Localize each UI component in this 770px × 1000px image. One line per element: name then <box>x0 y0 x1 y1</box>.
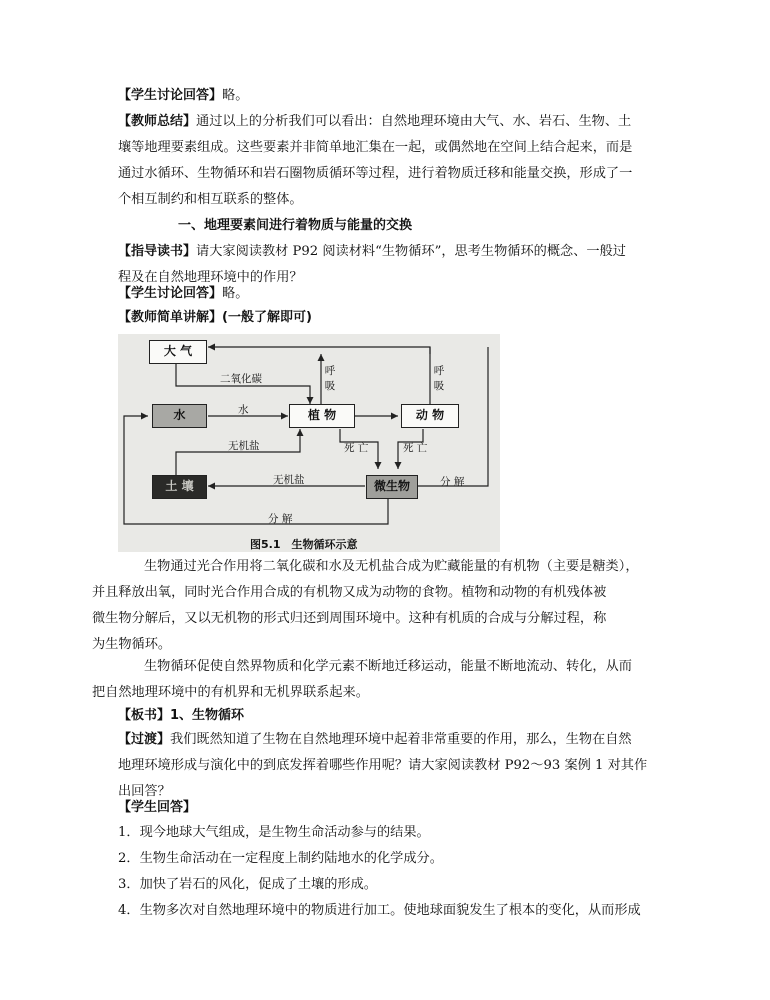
line: 生物循环促使自然界物质和化学元素不断地迁移运动，能量不断地流动、转化，从而 <box>144 659 632 674</box>
label-death-2: 死 亡 <box>403 442 428 454</box>
tag: 【板书】 <box>118 708 171 723</box>
tag: 【指导读书】 <box>118 244 197 259</box>
tag: 【学生讨论回答】 <box>118 286 223 301</box>
list-item: 2．生物生命活动在一定程度上制约陆地水的化学成分。 <box>118 851 443 866</box>
node-soil: 土 壤 <box>152 475 207 499</box>
label-death-1: 死 亡 <box>344 442 369 454</box>
discussion-answer-1 <box>118 83 658 109</box>
section-heading: 一、地理要素间进行着物质与能量的交换 <box>178 218 413 233</box>
line: 地理环境形成与演化中的到底发挥着哪些作用呢？请大家阅读教材 P92～93 案例 1 对其作 <box>118 758 648 773</box>
line: 通过以上的分析我们可以看出：自然地理环境由大气、水、岩石、生物、土 <box>196 114 632 129</box>
discussion-answer-2 <box>118 281 658 307</box>
line: 为生物循环。 <box>92 637 172 652</box>
line: 通过水循环、生物循环和岩石圈物质循环等过程，进行着物质迁移和能量交换，形成了一 <box>118 166 633 181</box>
node-atmosphere: 大 气 <box>149 340 207 364</box>
line: 微生物分解后，又以无机物的形式归还到周围环境中。这种有机质的合成与分解过程，称 <box>92 611 607 626</box>
label-decompose-2: 分 解 <box>268 513 293 525</box>
line: 壤等地理要素组成。这些要素并非简单地汇集在一起，或偶然地在空间上结合起来，而是 <box>118 140 633 155</box>
label-mineral-2: 无机盐 <box>273 474 305 486</box>
tag: 【教师简单讲解】 <box>118 310 223 325</box>
text: (一般了解即可) <box>222 310 312 325</box>
label-decompose-1: 分 解 <box>440 476 465 488</box>
line: 把自然地理环境中的有机界和无机界联系起来。 <box>92 685 369 700</box>
line: 生物通过光合作用将二氧化碳和水及无机盐合成为贮藏能量的有机物（主要是糖类）， <box>144 559 639 574</box>
line: 请大家阅读教材 P92 阅读材料“生物循环”，思考生物循环的概念、一般过 <box>196 244 626 259</box>
tag: 【教师总结】 <box>118 114 197 129</box>
line: 并且释放出氧，同时光合作用合成的有机物又成为动物的食物。植物和动物的有机残体被 <box>92 585 607 600</box>
figure-caption: 图5.1 生物循环示意 <box>250 538 358 551</box>
line: 程及在自然地理环境中的作用？ <box>118 270 303 285</box>
label-respire-1: 呼吸 <box>324 365 336 392</box>
line: 出回答？ <box>118 784 171 799</box>
transition <box>118 727 658 805</box>
node-plant: 植 物 <box>289 404 355 428</box>
node-microbe: 微生物 <box>366 475 418 499</box>
label-mineral-1: 无机盐 <box>228 440 260 452</box>
node-water: 水 <box>152 404 207 428</box>
label-co2: 二氧化碳 <box>220 373 262 385</box>
arrow-decompose-1 <box>124 416 388 524</box>
label-respire-2: 呼吸 <box>433 365 445 392</box>
answer-list <box>118 820 658 924</box>
list-item: 3．加快了岩石的风化，促成了土壤的形成。 <box>118 877 377 892</box>
tag: 【学生回答】 <box>118 800 197 815</box>
list-item: 4．生物多次对自然地理环境中的物质进行加工。使地球面貌发生了根本的变化，从而形成 <box>118 903 641 918</box>
body-paragraph-1 <box>92 554 658 658</box>
teacher-summary <box>118 109 658 213</box>
teacher-explanation <box>118 305 658 331</box>
tag: 【学生讨论回答】 <box>118 88 223 103</box>
text: 略。 <box>222 88 249 103</box>
node-animal: 动 物 <box>401 404 459 428</box>
bio-cycle-figure <box>118 334 500 552</box>
tag: 【过渡】 <box>118 732 171 747</box>
line: 个相互制约和相互联系的整体。 <box>118 192 303 207</box>
label-water: 水 <box>238 404 249 416</box>
text: 略。 <box>222 286 249 301</box>
board-note <box>118 703 658 729</box>
line: 我们既然知道了生物在自然地理环境中起着非常重要的作用，那么，生物在自然 <box>170 732 632 747</box>
student-answer-heading <box>118 795 658 821</box>
body-paragraph-2 <box>92 654 658 706</box>
list-item: 1．现今地球大气组成，是生物生命活动参与的结果。 <box>118 825 430 840</box>
text: 1、生物循环 <box>170 708 245 723</box>
arrow-mineral-1 <box>176 429 300 477</box>
